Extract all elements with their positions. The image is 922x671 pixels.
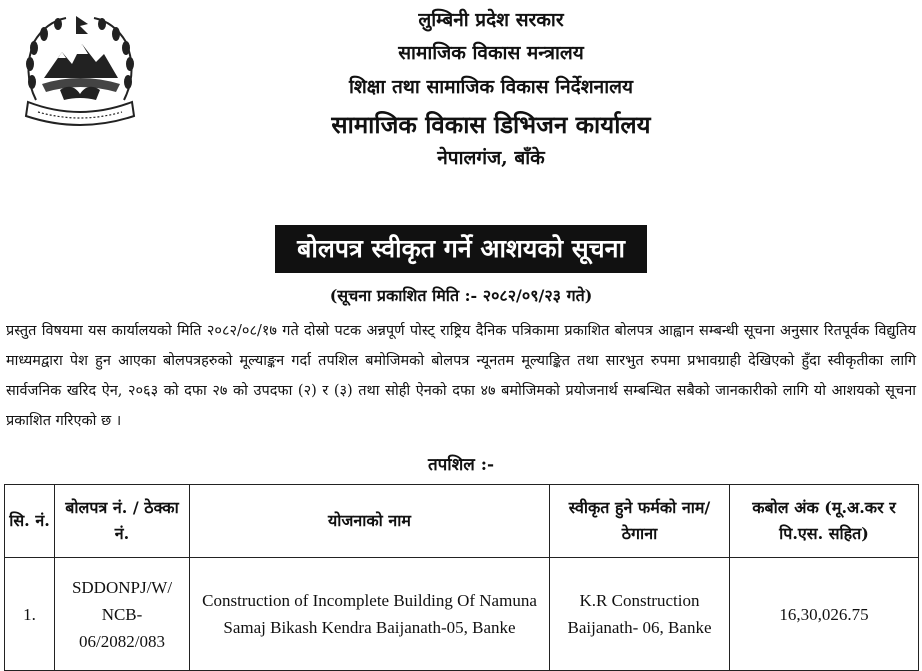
col-bid-number: बोलपत्र नं. / ठेक्का नं. xyxy=(55,485,190,558)
row-bid-number: SDDONPJ/W/ NCB- 06/2082/083 xyxy=(55,558,190,671)
province-government: लुम्बिनी प्रदेश सरकार xyxy=(418,9,564,31)
office-name: सामाजिक विकास डिभिजन कार्यालय xyxy=(331,110,651,139)
office-location: नेपालगंज, बाँके xyxy=(437,147,545,169)
col-serial: सि. नं. xyxy=(5,485,55,558)
row-serial: 1. xyxy=(5,558,55,671)
notice-body: प्रस्तुत विषयमा यस कार्यालयको मिति २०८२/०८/१७ गते दोस्रो पटक अन्नपूर्ण पोस्ट् राष्ट्रिय दैनिक पत्रिकामा प्रकाशित बोलपत्र आह्वान सम्बन्धी सूचना अनुसार रितपूर्वक विद्युतिय माध्यमद्वारा पेश हुन आएका बोलपत्रहरुको मूल्याङ्कन गर्दा तपशिल बमोजिमको बोलपत्र न्यूनतम मूल्याङ्कित तथा सारभुत रुपमा प्रभावग्राही देखिएको हुँदा स्वीकृतीका लागि सार्वजनिक खरिद ऐन, २०६३ को दफा २७ को उपदफा (२) र (३) तथा सोही ऐनको दफा ४७ बमोजिमको प्रयोजनार्थ सम्बन्धित सबैको जानकारीको लागि यो आशयको सूचना प्रकाशित गरिएको छ । xyxy=(6,323,916,429)
table-header-row xyxy=(5,485,919,558)
office-header xyxy=(150,6,832,172)
nepal-government-emblem xyxy=(16,12,144,130)
table-row xyxy=(5,558,919,671)
col-project-name: योजनाको नाम xyxy=(190,485,550,558)
col-firm: स्वीकृत हुने फर्मको नाम/ठेगाना xyxy=(550,485,730,558)
col-amount: कबोल अंक (मू.अ.कर र पि.एस. सहित) xyxy=(730,485,919,558)
notice-title: बोलपत्र स्वीकृत गर्ने आशयको सूचना xyxy=(275,225,647,273)
row-firm: K.R Construction Baijanath- 06, Banke xyxy=(550,558,730,671)
published-date: (सूचना प्रकाशित मिति :- २०८२/०९/२३ गते) xyxy=(329,286,593,305)
bid-table xyxy=(4,484,919,671)
directorate-name: शिक्षा तथा सामाजिक विकास निर्देशनालय xyxy=(348,76,634,98)
row-project-name: Construction of Incomplete Building Of Namuna Samaj Bikash Kendra Baijanath-05, Banke xyxy=(190,558,550,671)
details-heading: तपशिल :- xyxy=(427,455,495,475)
row-amount: 16,30,026.75 xyxy=(730,558,919,671)
ministry-name: सामाजिक विकास मन्त्रालय xyxy=(398,42,584,64)
